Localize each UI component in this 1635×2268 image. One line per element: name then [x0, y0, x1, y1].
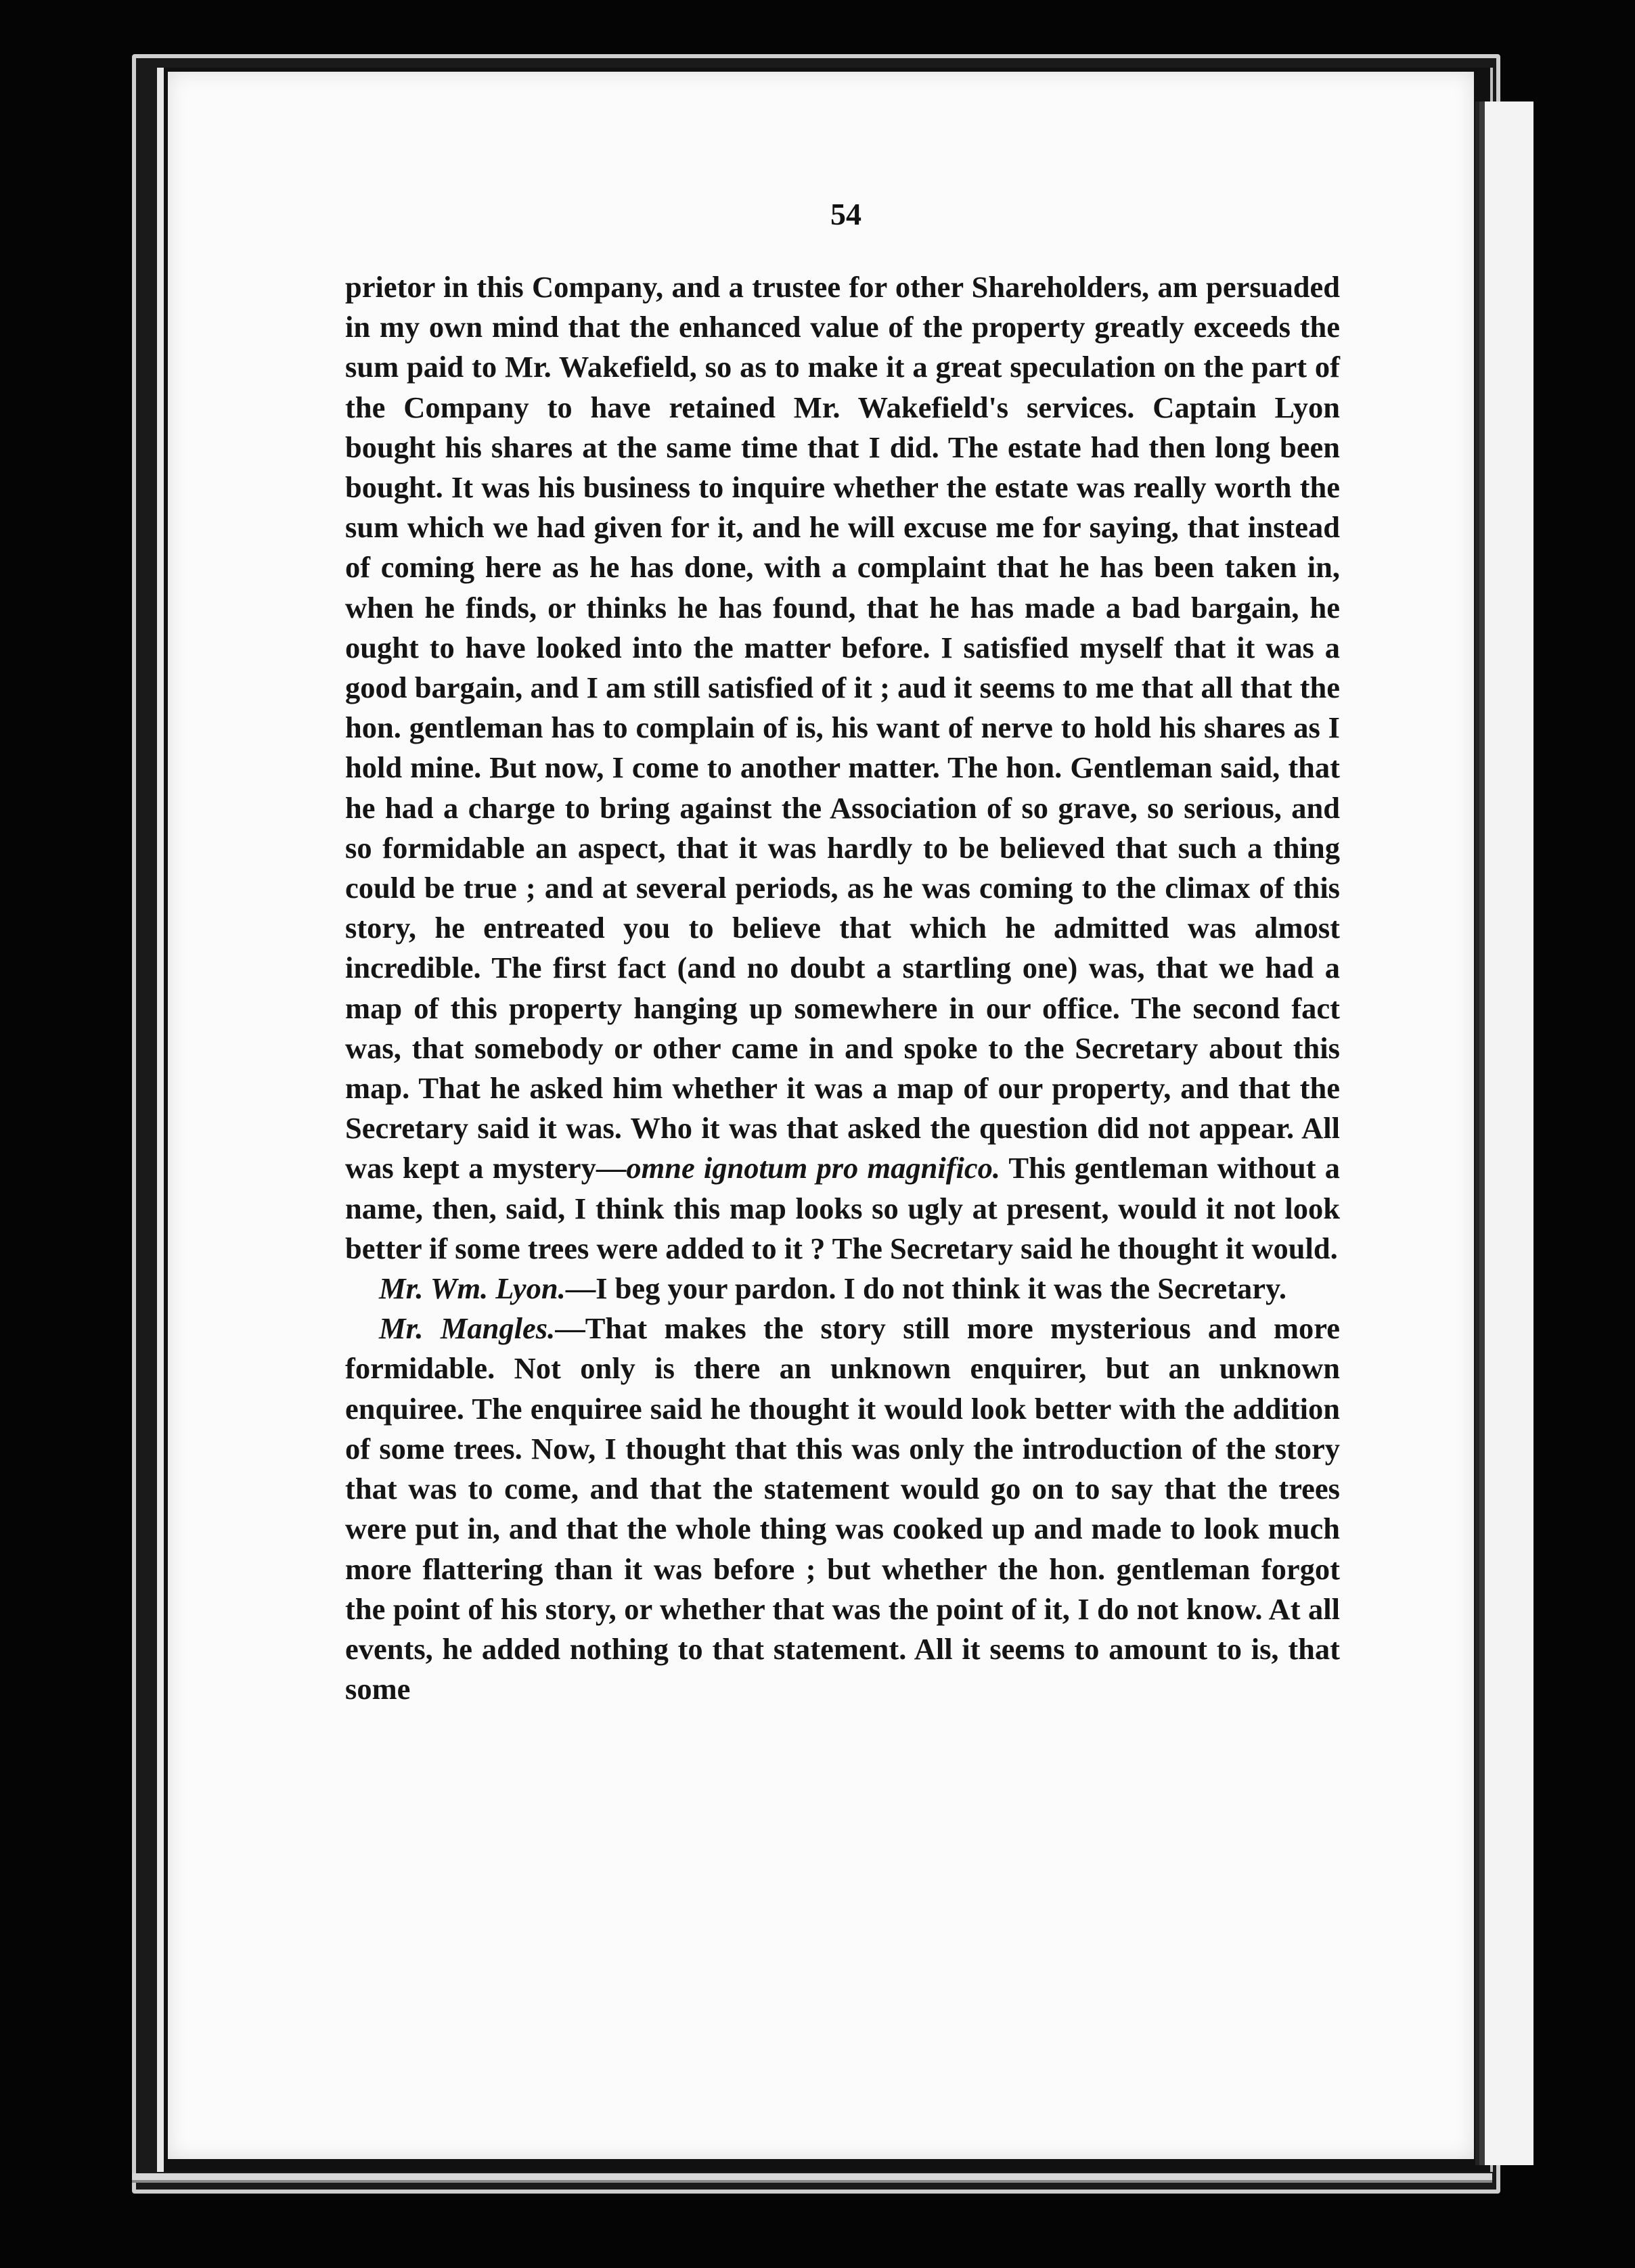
paragraph-mangles [345, 1309, 1340, 1709]
speaker-name: Mr. Mangles. [379, 1311, 556, 1346]
paragraph-text: prietor in this Company, and a trustee for other Shareholders, am persuaded in my own mind that the enhanced value of the property greatly exceeds the sum paid to Mr. Wakefield, so as to make it a great speculation on the part of the Company to have retained Mr. Wakefield's services. Captain Lyon bought his shares at the same time that I did. The estate had then long been bought. It was his business to inquire whether the estate was really worth the sum which we had given for it, and he will excuse me for saying, that instead of coming here as he has done, with a complaint that he has been taken in, when he finds, or thinks he has found, that he has made a bad bargain, he ought to have looked into the matter before. I satisfied myself that it was a good bargain, and I am still satisfied of it ; aud it seems to me that all that the hon. gentleman has to complain of is, his want of nerve to hold his shares as I hold mine. But now, I come to another matter. The hon. Gentleman said, that he had a charge to bring against the Association of so grave, so serious, and so formidable an aspect, that it was hardly to be believed that such a thing could be true ; and at several periods, as he was coming to the climax of this story, he entreated you to believe that which he admitted was almost incredible. The first fact (and no doubt a startling one) was, that we had a map of this property hanging up somewhere in our office. The second fact was, that somebody or other came in and spoke to the Secretary about this map. That he asked him whether it was a map of our property, and that the Secretary said it was. Who it was that asked the question did not appear. All was kept a mystery— [345, 270, 1340, 1185]
paragraph-text: —That makes the story still more mysterious and more formidable. Not only is there an unknown enquirer, but an unknown enquiree. The enquiree said he thought it would look better with the addition of some trees. Now, I thought that this was only the introduction of the story that was to come, and that the statement would go on to say that the trees were put in, and that the whole thing was cooked up and made to look much more flattering than it was before ; but whether the hon. gentleman forgot the point of his story, or whether that was the point of it, I do not know. At all events, he added nothing to that statement. All it seems to amount to is, that some [345, 1311, 1340, 1706]
paragraph-continuation [345, 267, 1340, 1269]
page-number: 54 [830, 197, 861, 231]
facing-page-edge [1475, 101, 1533, 2165]
book-bottom-edge [132, 2173, 1492, 2183]
latin-phrase: omne ignotum pro magnifico. [626, 1151, 1000, 1185]
speaker-name: Mr. Wm. Lyon. [379, 1271, 566, 1306]
page-text [345, 267, 1340, 1709]
paragraph-text: —I beg your pardon. I do not think it was the Secretary. [565, 1271, 1286, 1306]
paragraph-text: This gentleman without a name, then, said, I think this map looks so ugly at present, would it not look better if some trees were added to it ? The Secretary said he thought it would. [345, 1151, 1340, 1265]
paragraph-lyon [345, 1269, 1340, 1309]
